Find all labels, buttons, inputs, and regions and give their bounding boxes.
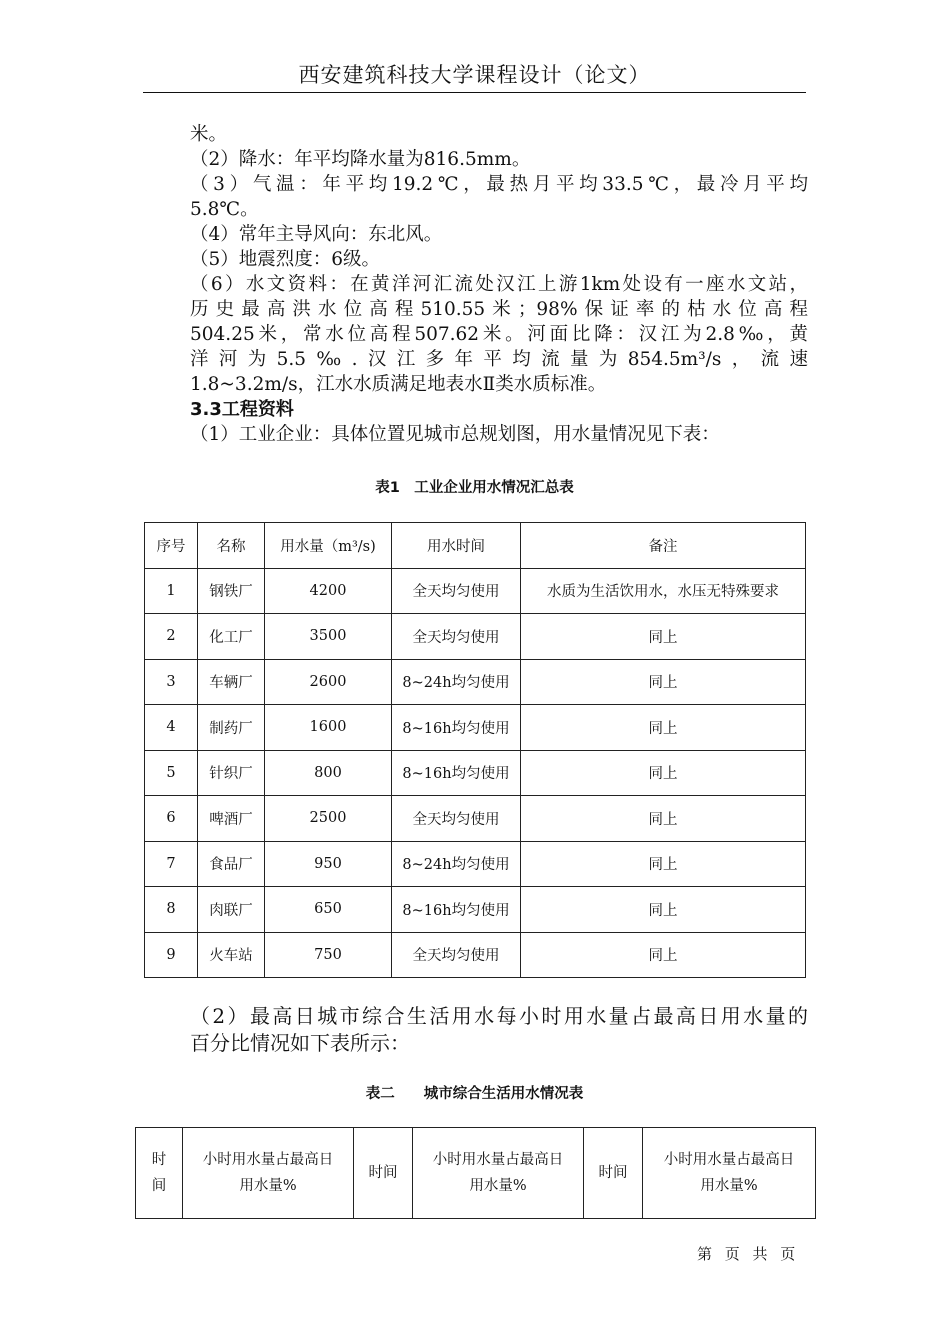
header-text: 小时用水量占最高日用水量% xyxy=(432,1152,564,1194)
table-cell: 750 xyxy=(265,932,392,978)
table-cell: 8~16h均匀使用 xyxy=(392,887,521,933)
table-cell: 食品厂 xyxy=(198,841,265,887)
table-header-cell: 用水量（m³/s) xyxy=(265,523,392,569)
table-header-cell: 用水时间 xyxy=(392,523,521,569)
section-heading-number: 3.3 xyxy=(190,399,222,420)
para-line: 洋河为5.5‰.汉江多年平均流量为854.5m³/s，流速 xyxy=(190,349,808,370)
table-cell: 全天均匀使用 xyxy=(392,796,521,842)
table-header-cell: 时间 xyxy=(584,1128,643,1219)
table-cell: 2600 xyxy=(265,659,392,705)
header-text: 时间 xyxy=(151,1152,167,1194)
page-header-title: 西安建筑科技大学课程设计（论文） xyxy=(298,63,651,87)
table-cell: 同上 xyxy=(521,705,806,751)
table-cell: 同上 xyxy=(521,887,806,933)
table-cell: 火车站 xyxy=(198,932,265,978)
table-header-cell: 时间 xyxy=(354,1128,413,1219)
table-cell: 7 xyxy=(145,841,198,887)
table-cell: 3 xyxy=(145,659,198,705)
industrial-water-table xyxy=(144,522,806,978)
table-cell: 同上 xyxy=(521,932,806,978)
table-row xyxy=(145,705,806,751)
table-header-cell: 序号 xyxy=(145,523,198,569)
table-cell: 8~24h均匀使用 xyxy=(392,841,521,887)
table-cell: 3500 xyxy=(265,614,392,660)
table-cell: 全天均匀使用 xyxy=(392,614,521,660)
table-header-cell xyxy=(643,1128,816,1219)
table-cell: 钢铁厂 xyxy=(198,568,265,614)
para-line: 5.8℃。 xyxy=(190,199,259,220)
table-cell: 水质为生活饮用水，水压无特殊要求 xyxy=(521,568,806,614)
table-cell: 针织厂 xyxy=(198,750,265,796)
table-header-cell xyxy=(183,1128,354,1219)
para-line: 504.25米，常水位高程507.62米。河面比降：汉江为2.8‰，黄 xyxy=(190,324,808,345)
item2-paragraph xyxy=(190,1003,808,1057)
para-line: （2）降水：年平均降水量为816.5mm。 xyxy=(190,149,531,170)
body-paragraphs xyxy=(190,122,808,447)
table-header-cell: 备注 xyxy=(521,523,806,569)
table-cell: 全天均匀使用 xyxy=(392,932,521,978)
table-row xyxy=(145,750,806,796)
table-header-cell xyxy=(136,1128,183,1219)
table-cell: 同上 xyxy=(521,614,806,660)
table-row xyxy=(145,841,806,887)
hourly-water-table xyxy=(135,1127,816,1219)
table-cell: 同上 xyxy=(521,750,806,796)
table-cell: 制药厂 xyxy=(198,705,265,751)
para-line: 百分比情况如下表所示： xyxy=(190,1031,410,1055)
table-cell: 5 xyxy=(145,750,198,796)
table-cell: 肉联厂 xyxy=(198,887,265,933)
para-line: （2）最高日城市综合生活用水每小时用水量占最高日用水量的 xyxy=(190,1004,808,1028)
table-cell: 化工厂 xyxy=(198,614,265,660)
table-cell: 8 xyxy=(145,887,198,933)
table-row xyxy=(145,614,806,660)
table-row xyxy=(145,659,806,705)
table-cell: 2 xyxy=(145,614,198,660)
table-cell: 全天均匀使用 xyxy=(392,568,521,614)
table-cell: 车辆厂 xyxy=(198,659,265,705)
table-cell: 2500 xyxy=(265,796,392,842)
para-line: （1）工业企业：具体位置见城市总规划图，用水量情况见下表： xyxy=(190,424,720,445)
table-cell: 啤酒厂 xyxy=(198,796,265,842)
para-line: （5）地震烈度：6级。 xyxy=(190,249,381,270)
section-heading xyxy=(190,397,808,422)
table-row xyxy=(145,932,806,978)
table-cell: 同上 xyxy=(521,659,806,705)
para-line: 米。 xyxy=(190,124,228,145)
para-line: （3）气温：年平均19.2℃，最热月平均33.5℃，最冷月平均 xyxy=(190,174,808,195)
table-cell: 950 xyxy=(265,841,392,887)
table-cell: 4200 xyxy=(265,568,392,614)
table-cell: 同上 xyxy=(521,796,806,842)
header-divider xyxy=(143,92,806,93)
table2-caption: 表二 城市综合生活用水情况表 xyxy=(365,1086,584,1102)
para-line: 历史最高洪水位高程510.55米；98%保证率的枯水位高程 xyxy=(190,299,808,320)
table-cell: 9 xyxy=(145,932,198,978)
table-cell: 8~16h均匀使用 xyxy=(392,705,521,751)
table-header-row xyxy=(145,523,806,569)
table-header-row xyxy=(136,1128,816,1219)
table-cell: 650 xyxy=(265,887,392,933)
table-cell: 1600 xyxy=(265,705,392,751)
page-footer: 第 页 共 页 xyxy=(697,1245,796,1263)
table-row xyxy=(145,568,806,614)
table-cell: 4 xyxy=(145,705,198,751)
table-row xyxy=(145,796,806,842)
header-text: 小时用水量占最高日用水量% xyxy=(663,1152,795,1194)
para-line: 1.8~3.2m/s，江水水质满足地表水Ⅱ类水质标准。 xyxy=(190,374,607,395)
table-cell: 8~16h均匀使用 xyxy=(392,750,521,796)
table-row xyxy=(145,887,806,933)
table-cell: 1 xyxy=(145,568,198,614)
table-header-cell xyxy=(413,1128,584,1219)
table-cell: 6 xyxy=(145,796,198,842)
table-cell: 同上 xyxy=(521,841,806,887)
para-line: （4）常年主导风向：东北风。 xyxy=(190,224,443,245)
table-cell: 8~24h均匀使用 xyxy=(392,659,521,705)
section-heading-text: 工程资料 xyxy=(221,399,294,420)
table-cell: 800 xyxy=(265,750,392,796)
table-header-cell: 名称 xyxy=(198,523,265,569)
table1-caption: 表1 工业企业用水情况汇总表 xyxy=(375,480,574,496)
header-text: 小时用水量占最高日用水量% xyxy=(202,1152,334,1194)
para-line: （6）水文资料：在黄洋河汇流处汉江上游1km处设有一座水文站， xyxy=(190,274,808,295)
